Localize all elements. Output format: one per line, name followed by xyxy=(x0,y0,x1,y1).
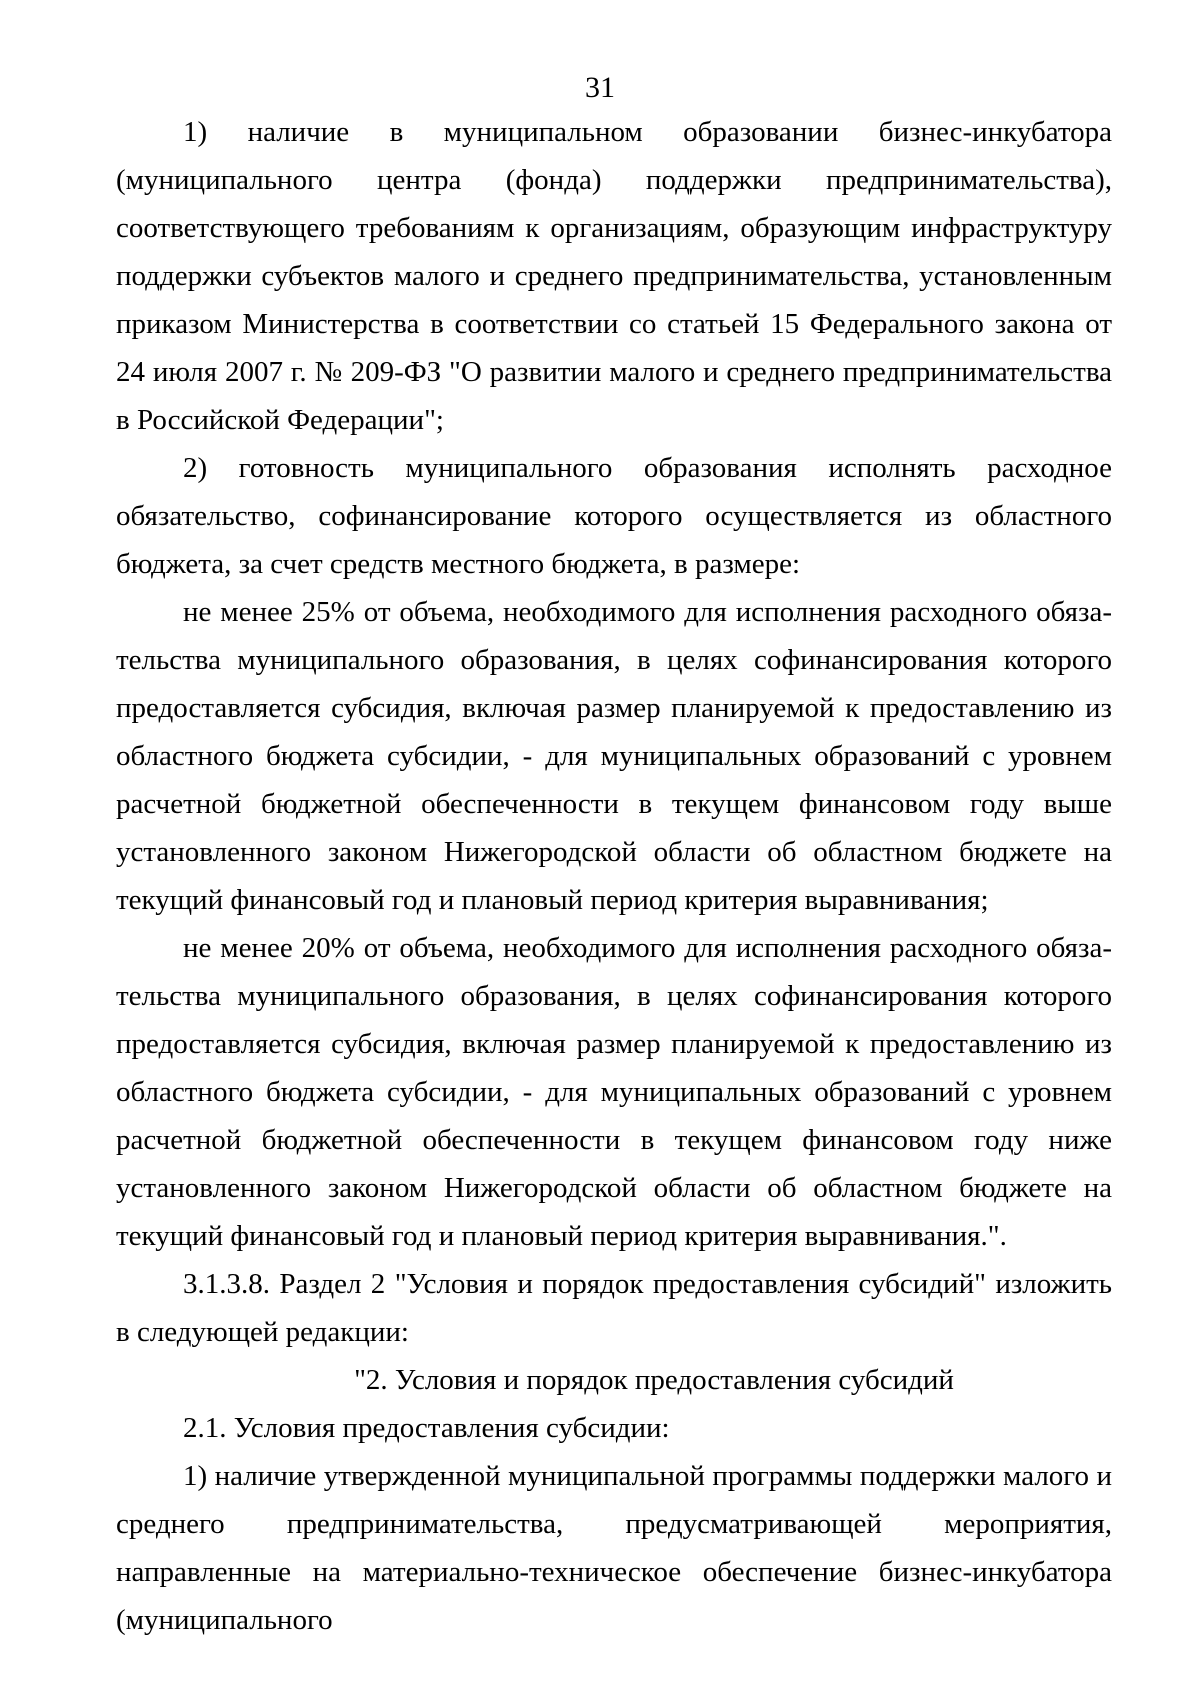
section-heading: "2. Условия и порядок предоставления субсидий xyxy=(354,1364,954,1396)
paragraph-25-percent: не менее 25% от объема, необходимого для исполнения расходного обязательства муниципального образования, в целях софинансирования которого предоставляется субсидия, включая размер планируемой к предоставлению из областного бюджета субсидии, - для муниципальных образований с уровнем расчетной бюджетной обеспеченности в текущем финансовом году выше установленного законом Нижегородской области об областном бюджете на текущий финансовый год и плановый период критерия выравнивания; xyxy=(116,596,1112,916)
paragraph-readiness: 2) готовность муниципального образования исполнять расходное обязательство, софинансирование которого осуществляется из областного бюджета, за счет средств местного бюджета, в размере: xyxy=(116,452,1112,580)
paragraph-20-percent: не менее 20% от объема, необходимого для исполнения расходного обязательства муниципального образования, в целях софинансирования которого предоставляется субсидия, включая размер планируемой к предоставлению из областного бюджета субсидии, - для муниципальных образований с уровнем расчетной бюджетной обеспеченности в текущем финансовом году ниже установленного законом Нижегородской области об областном бюджете на текущий финансовый год и плановый период критерия выравнивания.". xyxy=(116,932,1112,1252)
paragraph-business-incubator: 1) наличие в муниципальном образовании бизнес-инкубатора (муниципального центра (фонда) поддержки предпринимательства), соответствующего требованиям к организациям, образующим инфраструктуру поддержки субъектов малого и среднего предпринимательства, установленным приказом Министерства в соответствии со статьей 15 Федерального закона от 24 июля 2007 г. № 209-ФЗ "О развитии малого и среднего предпринимательства в Российской Федерации"; xyxy=(116,116,1112,436)
paragraph-municipal-program: 1) наличие утвержденной муниципальной программы поддержки малого и среднего предпринимательства, предусматривающей мероприятия, направленные на материально-техническое обеспечение бизнес-инкубатора (муниципального xyxy=(116,1460,1112,1636)
page-number: 31 xyxy=(585,71,615,104)
paragraph-section-amendment: 3.1.3.8. Раздел 2 "Условия и порядок предоставления субсидий" изложить в следующей редакции: xyxy=(116,1268,1112,1348)
paragraph-conditions: 2.1. Условия предоставления субсидии: xyxy=(183,1412,670,1444)
document-body xyxy=(116,108,1112,1644)
